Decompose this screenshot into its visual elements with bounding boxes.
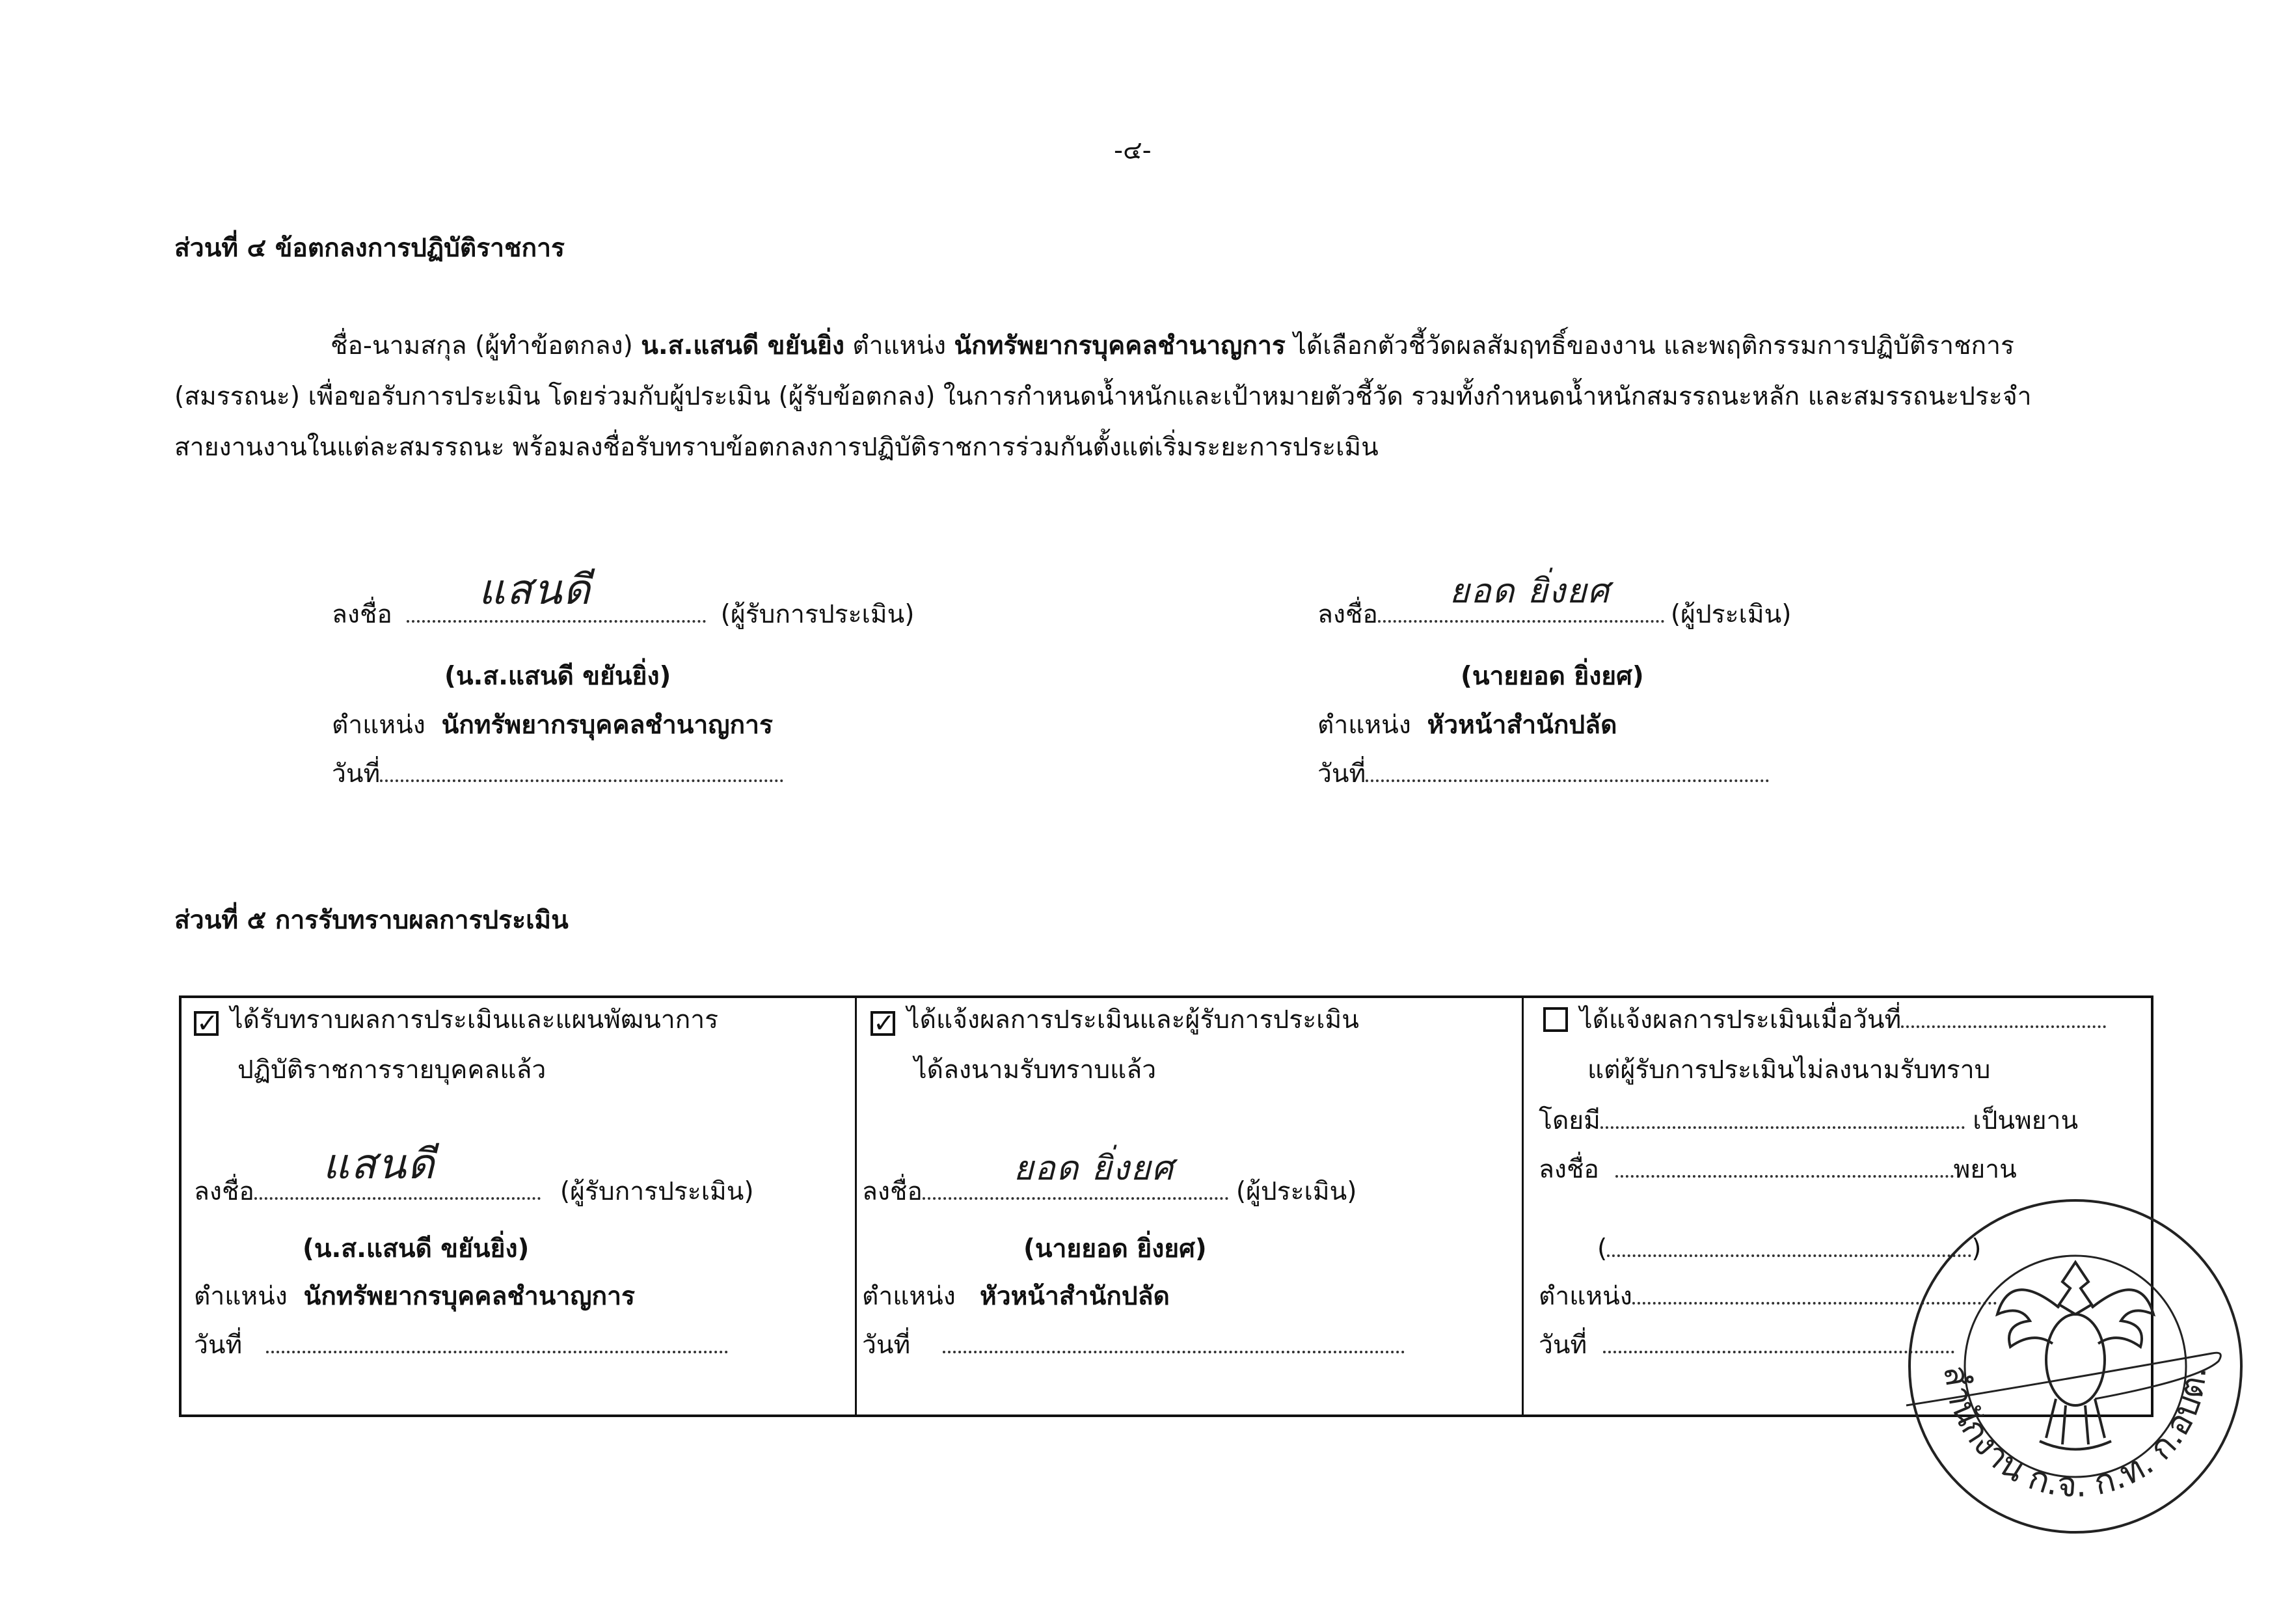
agreement-person-position: นักทรัพยากรบุคคลชำนาญการ (954, 331, 1286, 360)
paren-open: ( (1597, 1234, 1608, 1264)
date-label: วันที่ (194, 1331, 243, 1360)
col3-checkbox-line (1543, 1007, 2106, 1033)
sign-label: ลงชื่อ (1539, 1155, 1599, 1184)
checked-checkbox[interactable]: ✓ (871, 1011, 895, 1036)
right-position-line (1317, 712, 1617, 738)
sign-label: ลงชื่อ (862, 1177, 923, 1206)
date-dotted-field (1901, 1022, 2106, 1028)
agreement-person-name: น.ส.แสนดี ขยันยิ่ง (641, 331, 844, 360)
section5-heading: ส่วนที่ ๕ การรับทราบผลการประเมิน (174, 906, 569, 935)
col3-statement-line2: แต่ผู้รับการประเมินไม่ลงนามรับทราบ (1587, 1055, 1991, 1085)
page-number: -๔- (1114, 136, 1152, 165)
sign-label: ลงชื่อ (332, 600, 392, 629)
col2-date-line (862, 1333, 1405, 1358)
position-label: ตำแหน่ง (332, 710, 425, 740)
left-signer-name: (น.ส.แสนดี ขยันยิ่ง) (444, 662, 671, 691)
col3-witness-line (1539, 1108, 2078, 1133)
section4-heading: ส่วนที่ ๔ ข้อตกลงการปฏิบัติราชการ (174, 234, 565, 263)
sign-label: ลงชื่อ (194, 1177, 254, 1206)
col1-statement: ได้รับทราบผลการประเมินและแผนพัฒนาการ (230, 1005, 719, 1035)
position-value: นักทรัพยากรบุคคลชำนาญการ (303, 1282, 635, 1311)
position-label: ตำแหน่ง (194, 1282, 288, 1311)
position-value: หัวหน้าสำนักปลัด (1427, 710, 1617, 740)
col2-statement: ได้แจ้งผลการประเมินและผู้รับการประเมิน (907, 1005, 1359, 1035)
left-date-line (332, 761, 783, 787)
role-label: (ผู้รับการประเมิน) (720, 600, 915, 629)
seal-text: สำนักงาน ก.จ. ก.ท. ก.อบต. (1935, 1362, 2215, 1506)
paren-close: ) (1971, 1234, 1982, 1264)
column-divider (1522, 998, 1524, 1414)
agreement-paragraph-line3: สายงานงานในแต่ละสมรรถนะ พร้อมลงชื่อรับทราบข้อตกลงการปฏิบัติราชการร่วมกันตั้งแต่เริ่มระยะการประเมิน (174, 433, 1379, 462)
date-label: วันที่ (332, 759, 381, 789)
witness-dotted-field (1600, 1122, 1965, 1129)
agreement-paragraph-line1 (331, 333, 2014, 359)
role-label: (ผู้ประเมิน) (1670, 600, 1792, 629)
date-label: วันที่ (1539, 1331, 1587, 1360)
handwritten-signature: แสนดี (322, 1141, 436, 1189)
col1-position-line (194, 1284, 635, 1309)
role-label: (ผู้ประเมิน) (1235, 1177, 1357, 1206)
position-label: ตำแหน่ง (1317, 710, 1411, 740)
role-label: (ผู้รับการประเมิน) (560, 1177, 754, 1206)
left-position-line (332, 712, 773, 738)
col1-signer-name: (น.ส.แสนดี ขยันยิ่ง) (303, 1234, 530, 1264)
col1-signature-line (194, 1141, 754, 1206)
unchecked-checkbox[interactable] (1543, 1007, 1568, 1032)
by-label: โดยมี (1539, 1106, 1600, 1135)
handwritten-signature: ยอด ยิ่งยศ (1013, 1149, 1175, 1188)
signature-field (407, 566, 706, 623)
witness-label: พยาน (1953, 1155, 2017, 1184)
right-signature-line (1317, 572, 1792, 629)
date-dotted-field (266, 1347, 728, 1353)
date-dotted-field (943, 1347, 1405, 1353)
col1-date-line (194, 1333, 728, 1358)
col2-signer-name: (นายยอด ยิ่งยศ) (1023, 1234, 1207, 1264)
position-value: นักทรัพยากรบุคคลชำนาญการ (441, 710, 773, 740)
date-dotted-field (1366, 776, 1769, 782)
right-date-line (1317, 761, 1769, 787)
witness-suffix: เป็นพยาน (1973, 1106, 2079, 1135)
col3-date-line (1539, 1333, 1954, 1358)
position-label: ตำแหน่ง (862, 1282, 956, 1311)
paragraph-text: ตำแหน่ง (844, 331, 954, 360)
paragraph-text: ได้เลือกตัวชี้วัดผลสัมฤทธิ์ของงาน และพฤติกรรมการปฏิบัติราชการ (1285, 331, 2015, 360)
handwritten-signature: ยอด ยิ่งยศ (1449, 572, 1611, 611)
right-signer-name: (นายยอด ยิ่งยศ) (1461, 662, 1644, 691)
date-label: วันที่ (1317, 759, 1366, 789)
signature-field (923, 1149, 1228, 1200)
col2-signature-line (862, 1149, 1357, 1206)
garuda-emblem-icon (1997, 1262, 2153, 1450)
left-signature-line (332, 566, 915, 629)
signature-dotted-field (1615, 1171, 1954, 1178)
column-divider (855, 998, 857, 1414)
date-label: วันที่ (862, 1331, 911, 1360)
checked-checkbox[interactable]: ✓ (194, 1011, 219, 1036)
signature-field (1378, 572, 1664, 623)
col2-checkbox-line (871, 1007, 1359, 1036)
col1-checkbox-line (194, 1007, 718, 1036)
official-seal-stamp (1900, 1191, 2251, 1542)
agreement-paragraph-line2: (สมรรถนะ) เพื่อขอรับการประเมิน โดยร่วมกับผู้ประเมิน (ผู้รับข้อตกลง) ในการกำหนดน้ำหนักและเป้าหมายตัวชี้วัด รวมทั้งกำหนดน้ำหนักสมรรถนะหลัก และสมรรถนะประจำ (174, 382, 2032, 411)
col3-signature-line (1539, 1157, 2017, 1182)
date-dotted-field (380, 776, 783, 782)
paragraph-text: ชื่อ-นามสกุล (ผู้ทำข้อตกลง) (331, 331, 641, 360)
position-label: ตำแหน่ง (1539, 1282, 1632, 1311)
col2-statement-line2: ได้ลงนามรับทราบแล้ว (914, 1055, 1157, 1085)
col2-position-line (862, 1284, 1170, 1309)
position-value: หัวหน้าสำนักปลัด (979, 1282, 1170, 1311)
sign-label: ลงชื่อ (1317, 600, 1378, 629)
signature-field (254, 1141, 541, 1200)
handwritten-signature: แสนดี (478, 566, 591, 614)
col3-statement: ได้แจ้งผลการประเมินเมื่อวันที่ (1580, 1005, 1902, 1035)
col1-statement-line2: ปฏิบัติราชการรายบุคคลแล้ว (237, 1055, 547, 1085)
